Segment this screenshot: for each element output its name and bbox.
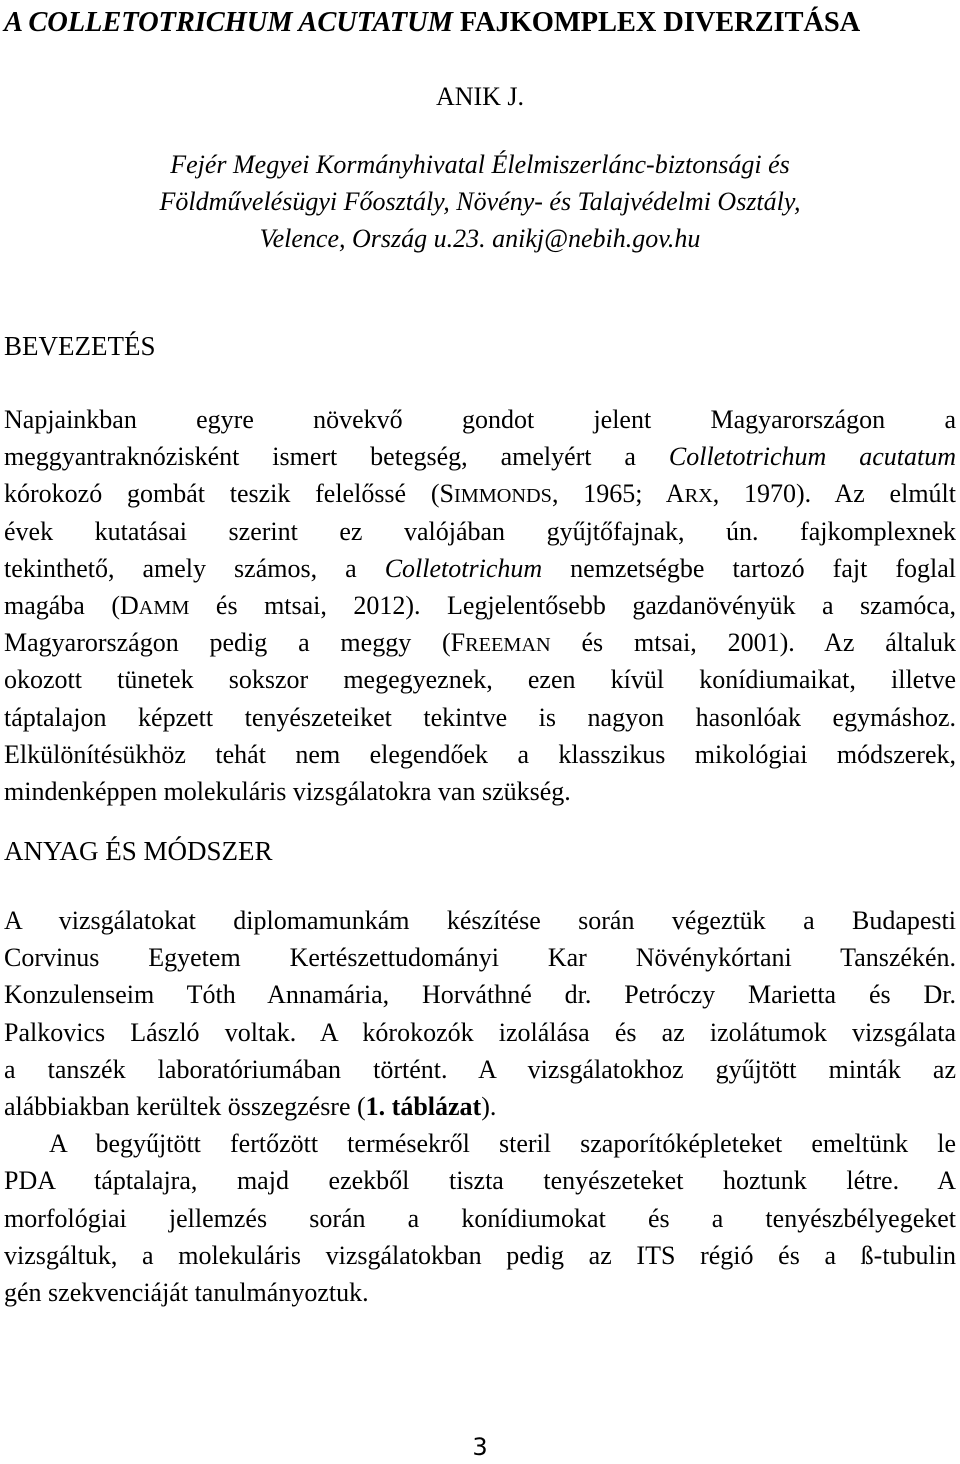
page-number: 3	[472, 1433, 488, 1461]
paper-title-species: A COLLETOTRICHUM ACUTATUM	[4, 7, 453, 38]
table-reference: 1. táblázat	[365, 1091, 482, 1121]
text-line: Elkülönítésükhöz tehát nem elegendőek a klasszikus mikológiai módszerek,	[4, 739, 956, 769]
text-line: Konzulenseim Tóth Annamária, Horváthné dr. Petróczy Marietta és Dr.	[4, 980, 956, 1010]
text-line: meggyantraknózisként ismert betegség, amelyért a Colletotrichum acutatum	[4, 442, 957, 472]
text-line: Magyarországon pedig a meggy (FREEMAN és mtsai, 2001). Az általuk	[4, 628, 957, 658]
text-line: alábbiakban kerültek összegzésre (1. táblázat).	[4, 1091, 497, 1121]
text-line: Napjainkban egyre növekvő gondot jelent Magyarországon a	[4, 405, 956, 434]
paper-title	[4, 5, 956, 41]
methods-paragraph	[4, 902, 956, 1311]
text-line: Corvinus Egyetem Kertészettudományi Kar Növénykórtani Tanszékén.	[4, 943, 956, 973]
text-line: magába (DAMM és mtsai, 2012). Legjelentősebb gazdanövényük a szamóca,	[4, 590, 956, 620]
text-line: gén szekvenciáját tanulmányoztuk.	[4, 1277, 369, 1307]
text-line: évek kutatásai szerint ez valójában gyűjtőfajnak, ún. fajkomplexnek	[4, 516, 956, 546]
text-line: táptalajon képzett tenyészeteiket tekintve is nagyon hasonlóak egymáshoz.	[4, 702, 956, 732]
affiliation	[4, 146, 956, 257]
intro-paragraph	[4, 401, 956, 810]
text-line: tekinthető, amely számos, a Colletotrichum nemzetségbe tartozó fajt foglal	[4, 553, 956, 583]
section-heading-intro: BEVEZETÉS	[4, 331, 156, 361]
species-name: Colletotrichum acutatum	[668, 442, 957, 472]
text-line: A begyűjtött fertőzött termésekről steril szaporítóképleteket emeltünk le	[49, 1129, 956, 1159]
text-line: Palkovics László voltak. A kórokozók izolálása és az izolátumok vizsgálata	[4, 1017, 956, 1047]
paper-title-rest: FAJKOMPLEX DIVERZITÁSA	[452, 7, 861, 38]
affiliation-line: Földművelésügyi Főosztály, Növény- és Talajvédelmi Osztály,	[159, 187, 801, 216]
text-line: kórokozó gombát teszik felelőssé (SIMMONDS, 1965; ARX, 1970). Az elmúlt	[4, 479, 956, 509]
affiliation-address: Velence, Ország u.23. anikj@nebih.gov.hu	[259, 224, 701, 253]
text-line: mindenképpen molekuláris vizsgálatokra van szükség.	[4, 776, 571, 806]
text-line: vizsgáltuk, a molekuláris vizsgálatokban pedig az ITS régió és a ß-tubulin	[4, 1240, 956, 1270]
section-heading-methods: ANYAG ÉS MÓDSZER	[4, 836, 273, 866]
text-line: PDA táptalajra, majd ezekből tiszta tenyészeteket hoztunk létre. A	[4, 1166, 956, 1196]
genus-name: Colletotrichum	[384, 553, 543, 583]
text-line: morfológiai jellemzés során a konídiumokat és a tenyészbélyegeket	[4, 1203, 956, 1233]
text-line: a tanszék laboratóriumában történt. A vizsgálatokhoz gyűjtött minták az	[4, 1054, 956, 1084]
author-name: ANIK J.	[435, 82, 525, 111]
text-line: okozott tünetek sokszor megegyeznek, ezen kívül konídiumaikat, illetve	[4, 665, 956, 695]
affiliation-line: Fejér Megyei Kormányhivatal Élelmiszerlánc-biztonsági és	[170, 150, 790, 179]
text-line: A vizsgálatokat diplomamunkám készítése során végeztük a Budapesti	[4, 906, 956, 935]
